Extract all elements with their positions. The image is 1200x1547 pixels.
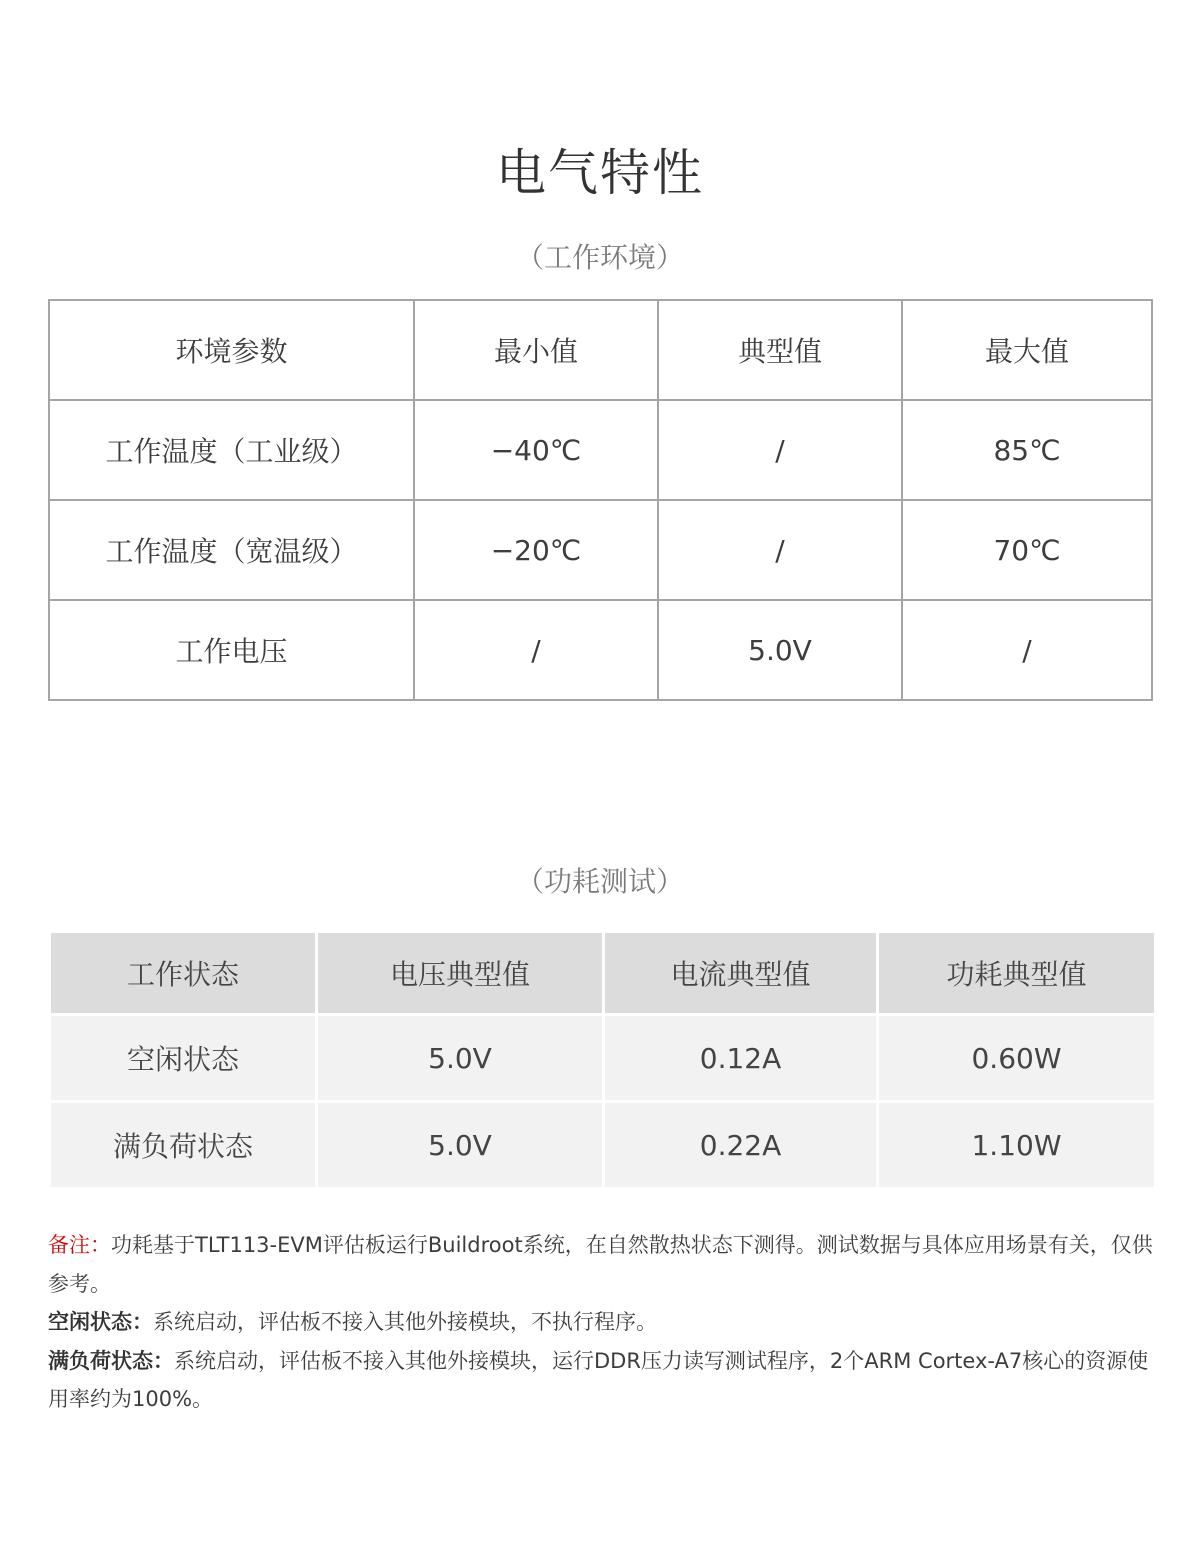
env-header-cell: 典型值	[658, 300, 902, 400]
env-header-cell: 最小值	[414, 300, 658, 400]
power-cell: 5.0V	[318, 1016, 602, 1100]
power-header-cell: 电流典型值	[605, 933, 876, 1013]
power-cell: 0.12A	[605, 1016, 876, 1100]
env-cell: /	[414, 600, 658, 700]
env-cell: 70℃	[902, 500, 1152, 600]
power-cell: 空闲状态	[51, 1016, 315, 1100]
idle-note	[48, 1303, 1156, 1342]
full-load-note	[48, 1342, 1156, 1419]
idle-label: 空闲状态：	[48, 1310, 153, 1334]
table-row	[49, 600, 1152, 700]
power-header-cell: 工作状态	[51, 933, 315, 1013]
table-row	[51, 1016, 1154, 1100]
env-cell: −20℃	[414, 500, 658, 600]
power-cell: 1.10W	[879, 1103, 1154, 1187]
remark-note	[48, 1226, 1156, 1303]
env-table-header-row	[49, 300, 1152, 400]
env-cell: 工作温度（工业级）	[49, 400, 414, 500]
table-row	[51, 1103, 1154, 1187]
env-table	[48, 299, 1153, 701]
power-table	[48, 930, 1157, 1190]
power-table-header-row	[51, 933, 1154, 1013]
power-cell: 0.22A	[605, 1103, 876, 1187]
env-cell: /	[902, 600, 1152, 700]
page-title: 电气特性	[496, 144, 704, 202]
env-cell: −40℃	[414, 400, 658, 500]
power-cell: 5.0V	[318, 1103, 602, 1187]
env-header-cell: 最大值	[902, 300, 1152, 400]
env-cell: 工作电压	[49, 600, 414, 700]
power-cell: 0.60W	[879, 1016, 1154, 1100]
power-cell: 满负荷状态	[51, 1103, 315, 1187]
table-row	[49, 400, 1152, 500]
idle-text: 系统启动，评估板不接入其他外接模块，不执行程序。	[153, 1310, 657, 1334]
full-load-text: 系统启动，评估板不接入其他外接模块，运行DDR压力读写测试程序，2个ARM Cortex-A7核心的资源使用率约为100%。	[48, 1348, 1149, 1411]
full-load-label: 满负荷状态：	[48, 1348, 174, 1373]
env-cell: 工作温度（宽温级）	[49, 500, 414, 600]
env-cell: 85℃	[902, 400, 1152, 500]
env-cell: 5.0V	[658, 600, 902, 700]
env-cell: /	[658, 400, 902, 500]
env-cell: /	[658, 500, 902, 600]
table-row	[49, 500, 1152, 600]
notes-section	[48, 1226, 1156, 1419]
env-section-subtitle: （工作环境）	[515, 241, 684, 274]
remark-label: 备注：	[48, 1233, 111, 1257]
power-header-cell: 电压典型值	[318, 933, 602, 1013]
power-section-subtitle: （功耗测试）	[515, 865, 684, 898]
power-header-cell: 功耗典型值	[879, 933, 1154, 1013]
remark-text: 功耗基于TLT113-EVM评估板运行Buildroot系统，在自然散热状态下测得。测试数据与具体应用场景有关，仅供参考。	[48, 1233, 1153, 1296]
env-header-cell: 环境参数	[49, 300, 414, 400]
